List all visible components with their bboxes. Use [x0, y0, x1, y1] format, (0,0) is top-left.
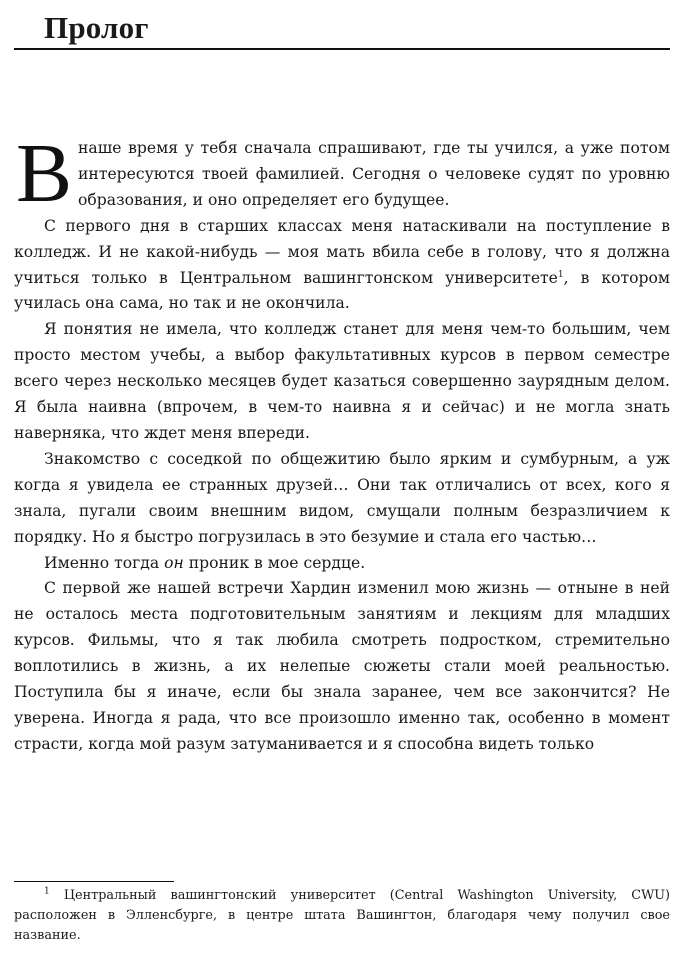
footnote-marker: 1: [44, 886, 50, 897]
paragraph-2: [14, 214, 670, 318]
paragraph-2-text-a: С первого дня в старших классах меня натаскивали на поступление в колледж. И не какой-нибудь — моя мать вбила себе в голову, что я должна учиться только в Центральном вашингтонском университете: [14, 216, 670, 287]
paragraph-3-text: Я понятия не имела, что колледж станет для меня чем-то большим, чем просто местом учебы, а выбор факультативных курсов в первом семестре всего через несколько месяцев будет казаться совершенно заурядным делом. Я была наивна (впрочем, в чем-то наивна я и сейчас) и не могла знать наверняка, что ждет меня впереди.: [14, 320, 670, 442]
chapter-title: Пролог: [44, 10, 149, 45]
book-page: [14, 0, 670, 964]
paragraph-1: [14, 127, 670, 220]
paragraph-5-emphasis: он: [164, 553, 184, 572]
paragraph-6-text: С первой же нашей встречи Хардин изменил мою жизнь — отныне в ней не осталось места подготовительным занятиям и лекциям для младших курсов. Фильмы, что я так любила смотреть подростком, стремительно воплотились в жизнь, а их нелепые сюжеты стали моей реальностью. Поступила бы я иначе, если бы знала заранее, чем все закончится? Не уверена. Иногда я рада, что все произошло именно так, особенно в момент страсти, когда мой разум затуманивается и я способна видеть только: [14, 579, 670, 753]
footnote-reference[interactable]: 1: [557, 269, 564, 280]
paragraph-3: [14, 317, 670, 447]
paragraph-5-text-a: Именно тогда: [44, 553, 165, 572]
paragraph-5-text-b: проник в мое сердце.: [183, 553, 366, 572]
paragraph-1-text: наше время у тебя сначала спрашивают, где ты учился, а уже потом интересуются твоей фамилией. Сегодня о человеке судят по уровню образования, и оно определяет его будущее.: [78, 139, 670, 209]
paragraph-5: [14, 551, 670, 577]
title-divider: [14, 48, 670, 50]
footnote: [14, 886, 670, 946]
paragraph-6: [14, 576, 670, 757]
chapter-body: [14, 127, 670, 758]
footnote-text: Центральный вашингтонский университет (Central Washington University, CWU) расположен в Элленсбурге, в центре штата Вашингтон, благодаря чему получил свое название.: [14, 888, 670, 943]
footnote-divider: [14, 881, 174, 882]
drop-cap-letter: В: [16, 127, 73, 220]
paragraph-4: [14, 447, 670, 551]
paragraph-4-text: Знакомство с соседкой по общежитию было ярким и сумбурным, а уж когда я увидела ее странных друзей… Они так отличались от всех, кого я знала, пугали своим внешним видом, смущали полным безразличием к порядку. Но я быстро погрузилась в это безумие и стала его частью…: [14, 449, 670, 546]
paragraph-2-text-b: , в котором училась она сама, но так и не окончила.: [14, 268, 670, 313]
